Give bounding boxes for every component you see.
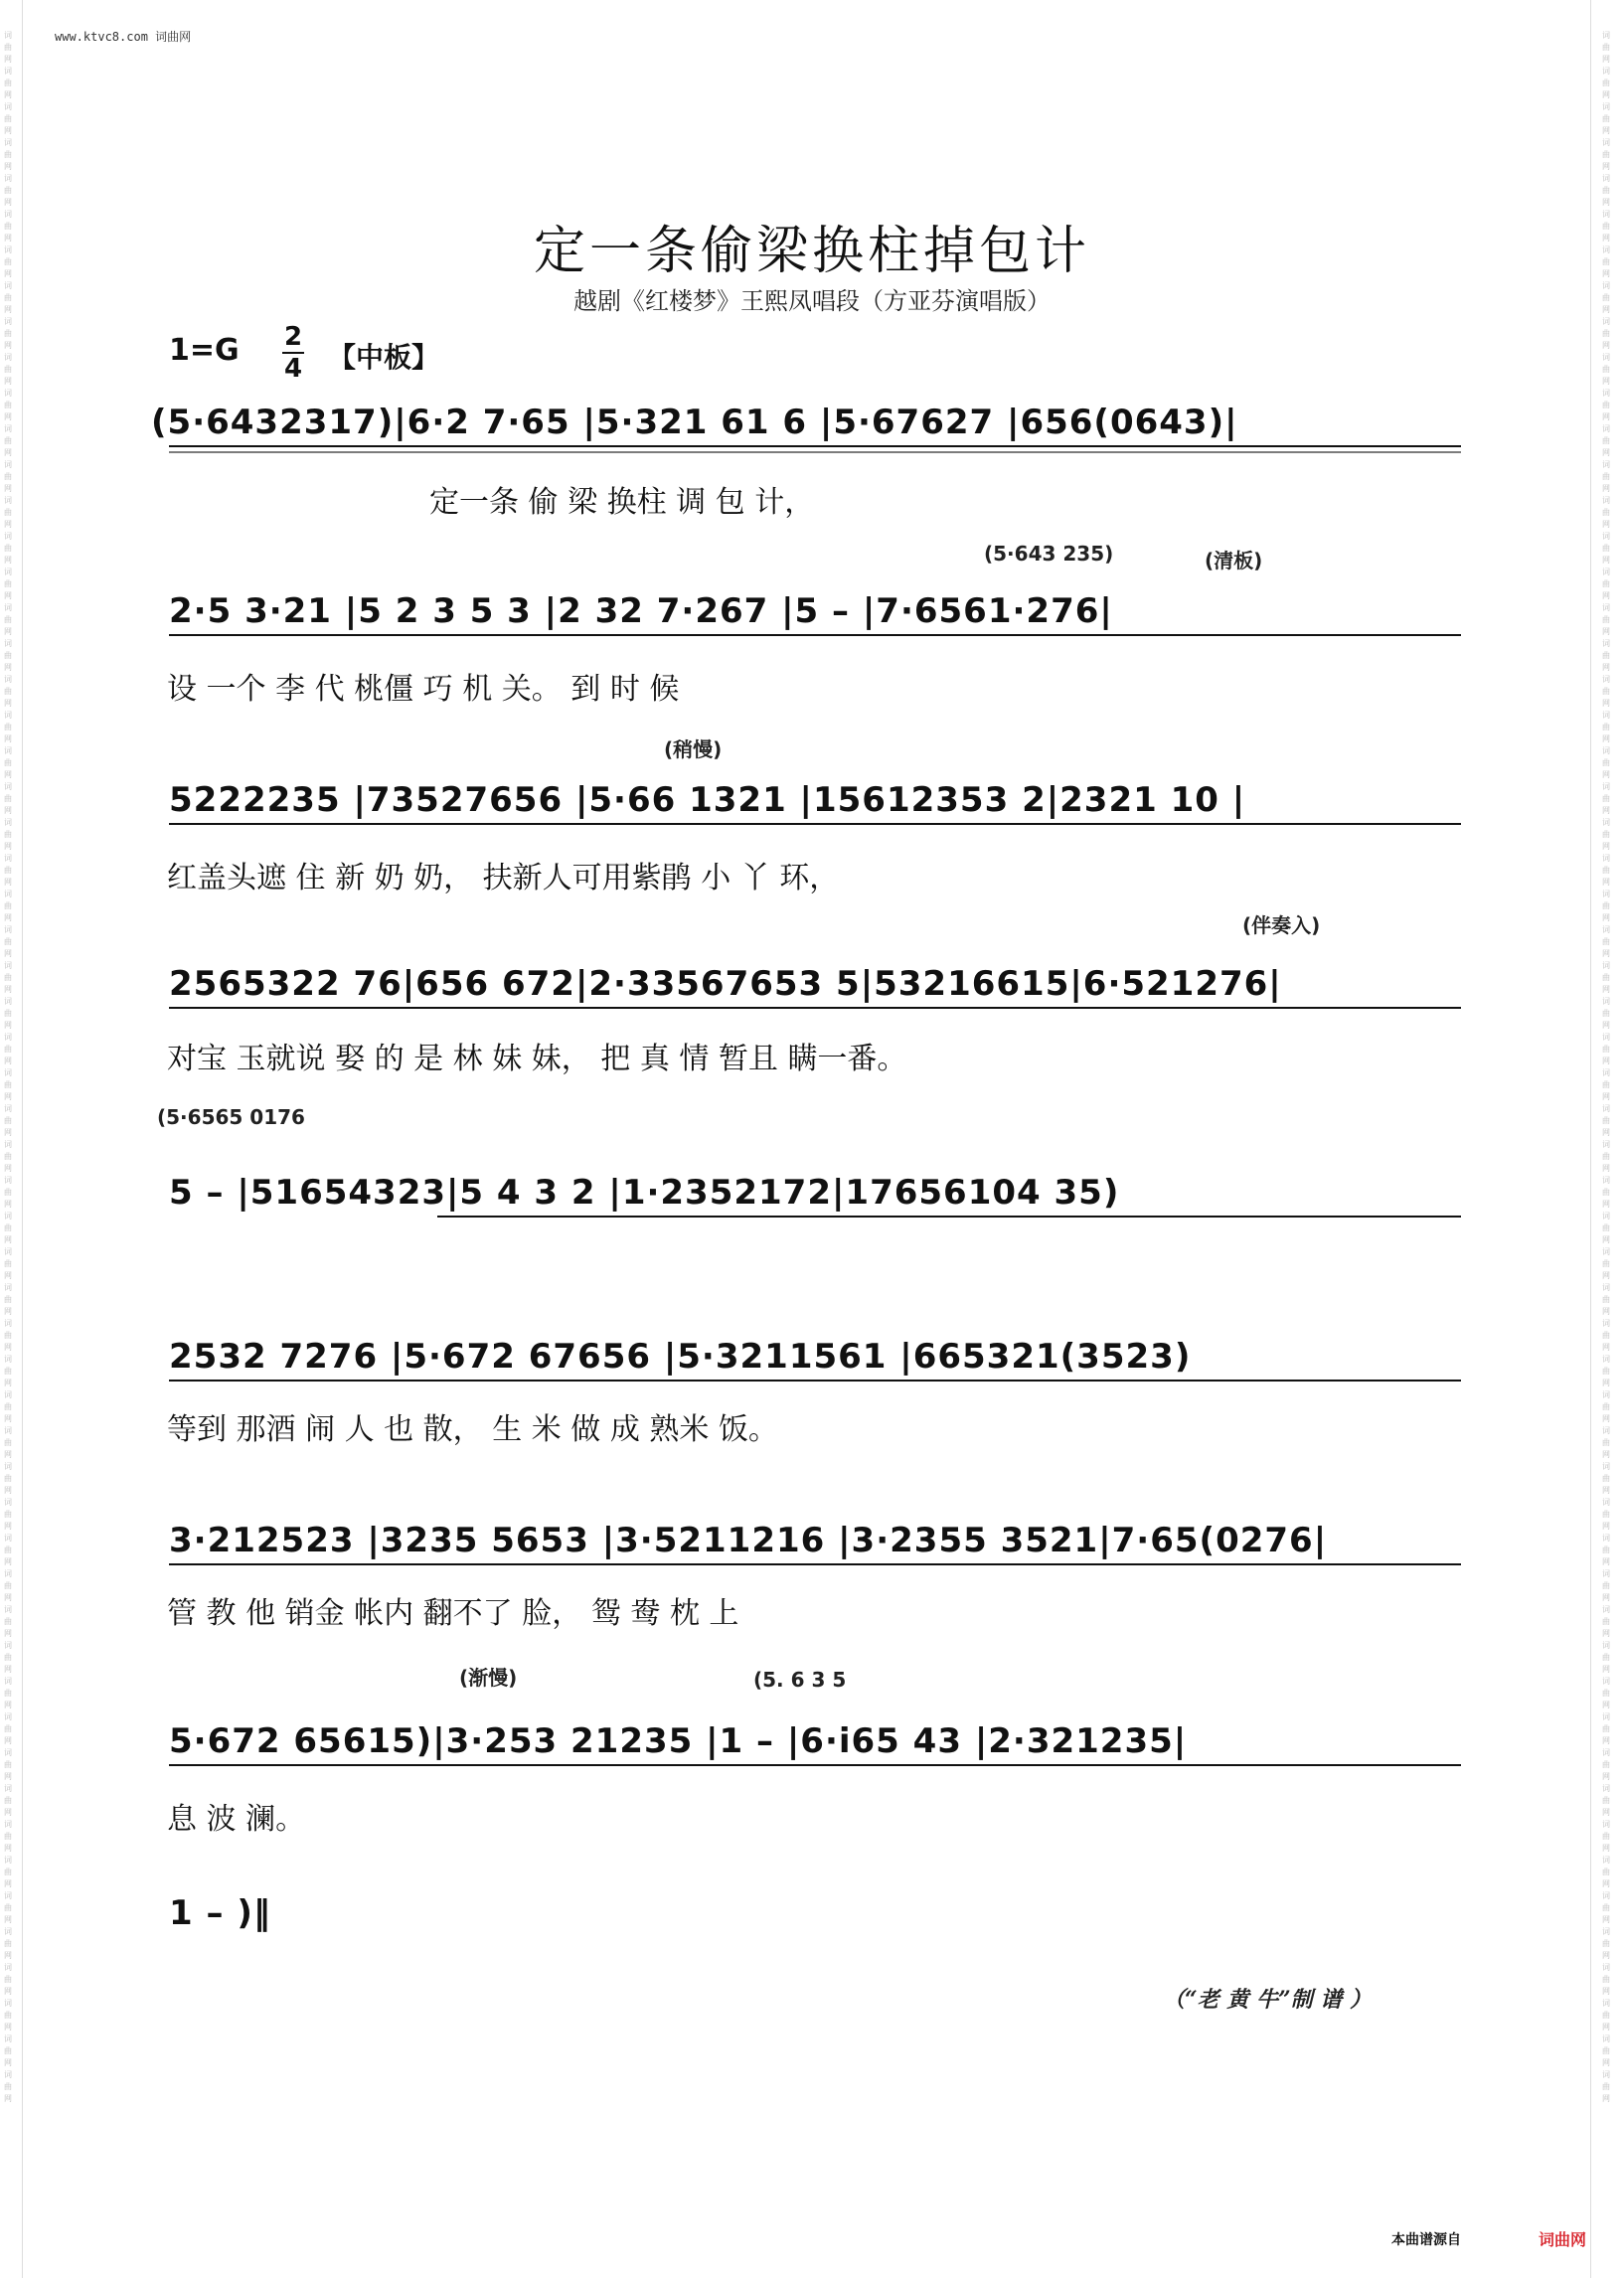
system-5-mark: (5·6565 0176	[157, 1105, 305, 1129]
footer-brand-logo[interactable]: 词曲网	[1539, 2230, 1587, 2249]
system-5-beam	[437, 1216, 1461, 1218]
system-4-mark: (伴奏入)	[1242, 913, 1321, 937]
time-signature	[278, 323, 308, 383]
song-subtitle: 越剧《红楼梦》王熙凤唱段（方亚芬演唱版）	[573, 287, 1051, 315]
footer-source-text: 本曲谱源自	[1391, 2232, 1461, 2248]
system-2-mark-b: (清板)	[1205, 549, 1263, 572]
system-3-mark: (稍慢)	[664, 737, 723, 761]
system-9-notes: 1 – )‖	[169, 1893, 271, 1933]
system-6-lyrics: 等到 那酒 闹 人 也 散， 生 米 做 成 熟米 饭。	[167, 1412, 778, 1447]
system-1-lyrics: 定一条 偷 梁 换柱 调 包 计，	[429, 485, 815, 520]
system-6-beam	[169, 1380, 1461, 1382]
system-2-mark-a: (5·643 235)	[984, 542, 1114, 566]
system-2-beam	[169, 634, 1461, 636]
system-6-notes: 2532 7276 |5·672 67656 |5·3211561 |665321(3523)	[169, 1337, 1192, 1377]
left-watermark: 词曲网词曲网词曲网词曲网词曲网词曲网词曲网词曲网词曲网词曲网词曲网词曲网词曲网词曲网词曲网词曲网词曲网词曲网词曲网词曲网词曲网词曲网词曲网词曲网词曲网词曲网词曲网词曲网词曲网词曲网词曲网词曲网词曲网词曲网词曲网词曲网词曲网词曲网词曲网词曲网词曲网词曲网词曲网词曲网词曲网词曲网词曲网词曲网词曲网词曲网词曲网词曲网词曲网词曲网词曲网词曲网词曲网词曲网	[4, 31, 12, 2103]
system-4-lyrics: 对宝 玉就说 娶 的 是 林 妹 妹， 把 真 情 暂且 瞒一番。	[167, 1042, 907, 1076]
system-1-beam-2	[169, 451, 1461, 453]
key-signature: 1=G	[169, 333, 240, 368]
system-8-beam	[169, 1764, 1461, 1766]
right-border-line	[1590, 0, 1591, 2278]
system-8-notes: 5·672 65615)|3·253 21235 |1 – |6·i65 43 |2·321235|	[169, 1721, 1188, 1761]
system-1-beam	[169, 445, 1461, 447]
system-3-beam	[169, 823, 1461, 825]
site-url: www.ktvc8.com 词曲网	[55, 30, 192, 44]
system-4-notes: 2565322 76|656 672|2·33567653 5|53216615|6·521276|	[169, 964, 1282, 1004]
system-3-notes: 5222235 |73527656 |5·66 1321 |15612353 2|2321 10 |	[169, 780, 1246, 820]
meter-denominator: 4	[283, 354, 303, 384]
tempo-marking: 【中板】	[328, 341, 440, 374]
system-7-lyrics: 管 教 他 销金 帐内 翻不了 脸， 鸳 鸯 枕 上	[167, 1596, 739, 1631]
system-5-notes: 5 – |51654323|5 4 3 2 |1·2352172|17656104 35)	[169, 1173, 1120, 1213]
system-4-beam	[169, 1007, 1461, 1009]
system-2-lyrics: 设 一个 李 代 桃僵 巧 机 关。 到 时 候	[167, 672, 680, 707]
system-3-lyrics: 红盖头遮 住 新 奶 奶， 扶新人可用紫鹃 小 丫 环，	[167, 861, 840, 895]
system-7-beam	[169, 1563, 1461, 1565]
song-title: 定一条偷梁换柱掉包计	[533, 222, 1090, 281]
transcriber-credit: （“老 黄 牛”制 谱 ）	[1163, 1987, 1372, 2013]
right-watermark: 词曲网词曲网词曲网词曲网词曲网词曲网词曲网词曲网词曲网词曲网词曲网词曲网词曲网词曲网词曲网词曲网词曲网词曲网词曲网词曲网词曲网词曲网词曲网词曲网词曲网词曲网词曲网词曲网词曲网词曲网词曲网词曲网词曲网词曲网词曲网词曲网词曲网词曲网词曲网词曲网词曲网词曲网词曲网词曲网词曲网词曲网词曲网词曲网词曲网词曲网词曲网词曲网词曲网词曲网词曲网词曲网词曲网词曲网	[1602, 31, 1610, 2103]
system-8-lyrics: 息 波 澜。	[167, 1802, 306, 1837]
system-8-mark-b: (5. 6 3 5	[753, 1668, 847, 1692]
meter-numerator: 2	[283, 322, 303, 352]
system-1-notes: (5·6432317)|6·2 7·65 |5·321 61 6 |5·67627 |656(0643)|	[151, 403, 1238, 442]
left-border-line	[22, 0, 23, 2278]
system-7-notes: 3·212523 |3235 5653 |3·5211216 |3·2355 3521|7·65(0276|	[169, 1521, 1328, 1560]
system-2-notes: 2·5 3·21 |5 2 3 5 3 |2 32 7·267 |5 – |7·6561·276|	[169, 591, 1113, 631]
system-8-mark-a: (渐慢)	[459, 1666, 518, 1690]
